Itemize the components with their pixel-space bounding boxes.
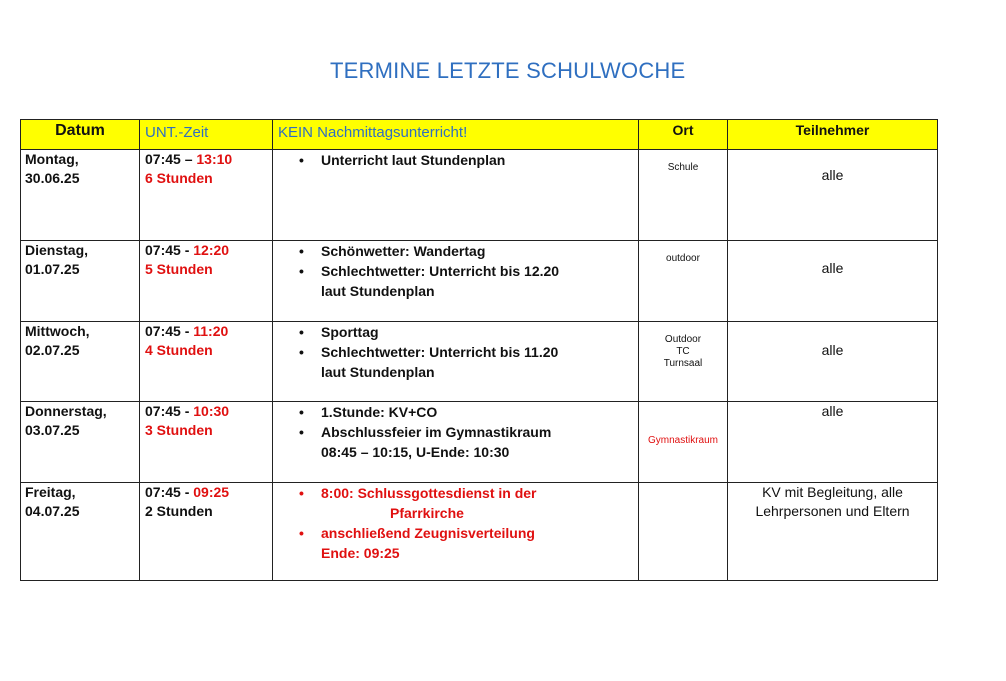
time-cell	[140, 483, 273, 581]
time-start: 07:45 -	[145, 403, 194, 419]
list-item-line: Pfarrkirche	[390, 505, 464, 521]
header-row	[21, 120, 938, 150]
header-kein-nachmittagsunterricht: KEIN Nachmittagsunterricht!	[273, 120, 639, 150]
table-row	[21, 483, 938, 581]
location-cell	[639, 322, 728, 402]
date-cell	[21, 150, 140, 241]
participants-cell	[728, 322, 938, 402]
participants-label: Lehrpersonen und Eltern	[755, 503, 910, 519]
hours-label: 5 Stunden	[145, 261, 213, 277]
participants-label: alle	[821, 167, 844, 183]
location-label: outdoor	[666, 253, 700, 264]
list-item-line: laut Stundenplan	[321, 364, 435, 380]
time-cell	[140, 241, 273, 322]
day-label: Dienstag,	[25, 242, 89, 258]
time-start: 07:45 -	[145, 484, 194, 500]
header-ort: Ort	[639, 120, 728, 150]
list-item-line: 08:45 – 10:15, U-Ende: 10:30	[321, 444, 510, 460]
list-item-line: Abschlussfeier im Gymnastikraum	[321, 424, 552, 440]
location-cell	[639, 402, 728, 483]
time-end: 12:20	[193, 242, 230, 258]
participants-label: alle	[821, 260, 844, 276]
participants-label: alle	[821, 403, 844, 419]
date-cell	[21, 322, 140, 402]
location-cell	[639, 241, 728, 322]
location-label: Turnsaal	[663, 358, 703, 369]
hours-label: 2 Stunden	[145, 503, 213, 519]
hours-label: 6 Stunden	[145, 170, 213, 186]
location-cell	[639, 150, 728, 241]
header-teilnehmer: Teilnehmer	[728, 120, 938, 150]
location-cell	[639, 483, 728, 581]
location-label: Schule	[667, 162, 699, 173]
list-item	[321, 261, 638, 301]
date-label: 01.07.25	[25, 261, 80, 277]
hours-label: 3 Stunden	[145, 422, 213, 438]
day-label: Mittwoch,	[25, 323, 90, 339]
activities-cell	[273, 322, 639, 402]
date-cell	[21, 241, 140, 322]
time-end: 10:30	[193, 403, 230, 419]
activities-cell	[273, 241, 639, 322]
time-end: 13:10	[196, 151, 233, 167]
table-row	[21, 150, 938, 241]
header-zeit: UNT.-Zeit	[140, 120, 273, 150]
list-item-line: laut Stundenplan	[321, 283, 435, 299]
date-label: 02.07.25	[25, 342, 80, 358]
participants-cell	[728, 402, 938, 483]
date-label: 04.07.25	[25, 503, 80, 519]
date-cell	[21, 483, 140, 581]
table-row	[21, 322, 938, 402]
time-cell	[140, 150, 273, 241]
time-end: 09:25	[193, 484, 230, 500]
participants-cell	[728, 241, 938, 322]
date-label: 03.07.25	[25, 422, 80, 438]
list-item-line: 8:00: Schlussgottesdienst in der	[321, 485, 537, 501]
time-start: 07:45 -	[145, 323, 194, 339]
date-cell	[21, 402, 140, 483]
time-cell	[140, 322, 273, 402]
date-label: 30.06.25	[25, 170, 80, 186]
activities-cell	[273, 402, 639, 483]
hours-label: 4 Stunden	[145, 342, 213, 358]
list-item-line: Ende: 09:25	[321, 545, 400, 561]
time-end: 11:20	[193, 323, 229, 339]
list-item	[321, 483, 638, 523]
location-label: Gymnastikraum	[647, 435, 718, 446]
participants-label: alle	[821, 342, 844, 358]
list-item: • Schönwetter: Wandertag	[321, 241, 638, 261]
list-item	[321, 342, 638, 382]
schedule-table	[20, 119, 938, 581]
time-start: 07:45 –	[145, 151, 197, 167]
list-item	[321, 523, 638, 563]
activities-cell	[273, 150, 639, 241]
activities-cell	[273, 483, 639, 581]
time-cell	[140, 402, 273, 483]
location-label: Outdoor	[664, 334, 702, 345]
list-item-line: anschließend Zeugnisverteilung	[321, 525, 535, 541]
header-datum: Datum	[21, 120, 140, 150]
time-start: 07:45 -	[145, 242, 194, 258]
list-item-line: Schlechtwetter: Unterricht bis 11.20	[321, 344, 559, 360]
table-row	[21, 402, 938, 483]
table-row	[21, 241, 938, 322]
page-title: TERMINE LETZTE SCHULWOCHE	[330, 58, 686, 83]
participants-cell	[728, 483, 938, 581]
day-label: Donnerstag,	[25, 403, 107, 419]
location-label: TC	[676, 346, 690, 357]
list-item: • 1.Stunde: KV+CO	[321, 402, 638, 422]
participants-cell	[728, 150, 938, 241]
day-label: Freitag,	[25, 484, 76, 500]
list-item: • Unterricht laut Stundenplan	[321, 150, 638, 170]
day-label: Montag,	[25, 151, 79, 167]
list-item-line: Schlechtwetter: Unterricht bis 12.20	[321, 263, 560, 279]
list-item	[321, 422, 638, 462]
participants-label: KV mit Begleitung, alle	[762, 484, 903, 500]
list-item: • Sporttag	[321, 322, 638, 342]
